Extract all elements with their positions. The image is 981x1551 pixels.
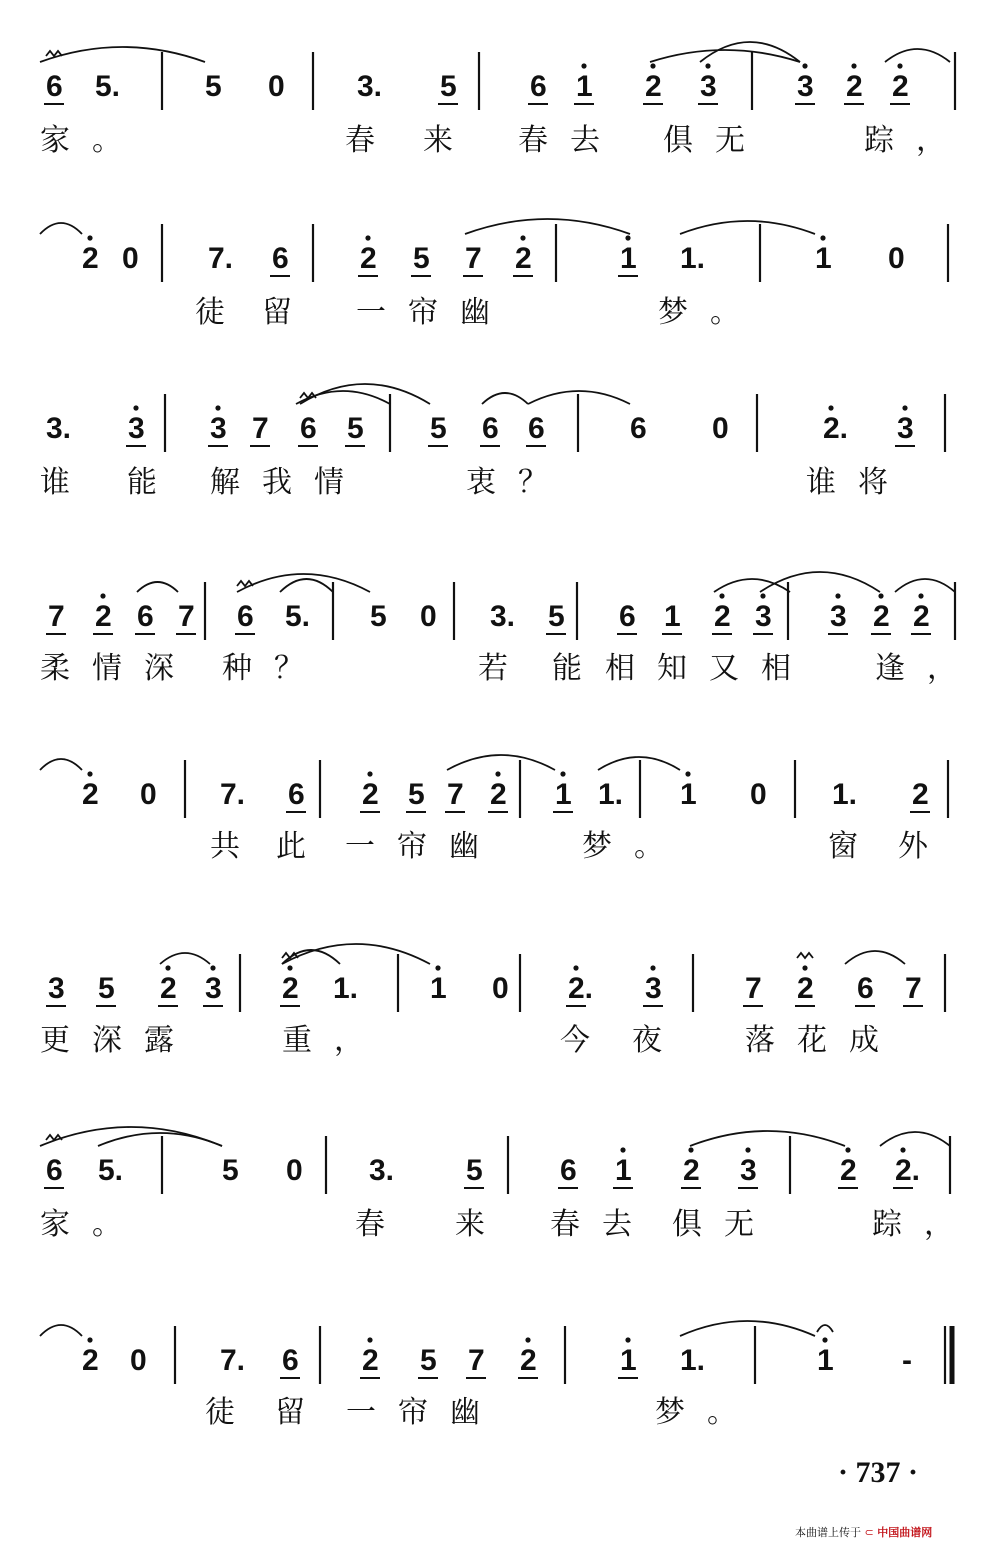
octave-dot (851, 63, 856, 68)
lyric: 外 (898, 829, 950, 864)
lyric: 逢， (875, 651, 979, 686)
note: 0 (420, 600, 437, 633)
note: 0 (492, 972, 509, 1005)
note: 3 (830, 600, 847, 633)
lyric: 一帘幽 (356, 295, 512, 330)
octave-dot (802, 63, 807, 68)
lyric: 留 (262, 295, 314, 330)
lyric: 来 (455, 1207, 507, 1242)
note: 5 (408, 778, 425, 811)
note: 6 (288, 778, 305, 811)
lyric: 留 (275, 1395, 327, 1430)
note: 6 (560, 1154, 577, 1187)
note: 5. (285, 600, 311, 633)
octave-dot (760, 593, 765, 598)
note: 0 (140, 778, 157, 811)
octave-dot (802, 965, 807, 970)
slur (137, 582, 178, 592)
note: 5 (98, 972, 115, 1005)
octave-dot (688, 1147, 693, 1152)
site-logo-icon: ⊂ (864, 1526, 874, 1539)
lyric: 春 (355, 1207, 407, 1242)
slur (280, 579, 333, 592)
note: 2 (645, 70, 662, 103)
lyric: 春去 (550, 1207, 654, 1242)
note: 2 (683, 1154, 700, 1187)
note: 5 (347, 412, 364, 445)
note: 2 (95, 600, 112, 633)
note: 7. (208, 242, 234, 275)
page-number: · 737 · (838, 1456, 919, 1489)
octave-dot (287, 965, 292, 970)
lyric: 柔情深 (40, 651, 196, 686)
note: 1 (555, 778, 572, 811)
slur (40, 223, 82, 234)
note: 1 (817, 1344, 834, 1377)
note: 2 (82, 778, 99, 811)
note: 2 (282, 972, 299, 1005)
note: 5 (205, 70, 222, 103)
note: 3 (48, 972, 65, 1005)
note: 6 (619, 600, 636, 633)
octave-dot (495, 771, 500, 776)
note: 7 (178, 600, 195, 633)
note: 2 (515, 242, 532, 275)
score-row (40, 572, 979, 686)
note: 5 (222, 1154, 239, 1187)
lyric: 踪， (864, 123, 968, 158)
note: 1 (430, 972, 447, 1005)
octave-dot (520, 235, 525, 240)
score-row (40, 755, 950, 864)
octave-dot (822, 1337, 827, 1342)
note: 3 (645, 972, 662, 1005)
note: 7 (447, 778, 464, 811)
note: 6 (300, 412, 317, 445)
lyric: 能 (127, 465, 179, 500)
lyric: 梦。 (658, 295, 762, 330)
note: 7 (468, 1344, 485, 1377)
lyric: 来 (423, 123, 475, 158)
slur (465, 219, 630, 234)
note: 6 (272, 242, 289, 275)
slur (680, 1321, 815, 1336)
note: 1 (664, 600, 681, 633)
note: 2 (873, 600, 890, 633)
note: 6 (857, 972, 874, 1005)
slur (760, 572, 880, 592)
note: 0 (130, 1344, 147, 1377)
lyric: 更深露 (40, 1023, 196, 1058)
note: 3 (740, 1154, 757, 1187)
note: 2 (520, 1344, 537, 1377)
lyric: 谁将 (806, 465, 910, 500)
lyric: 家。 (40, 1207, 144, 1242)
note: 2 (892, 70, 909, 103)
note: 7. (220, 1344, 246, 1377)
octave-dot (835, 593, 840, 598)
lyric: 种？ (222, 651, 326, 686)
lyric: 重， (282, 1023, 386, 1058)
score-row (40, 219, 948, 330)
note: 2. (568, 972, 594, 1005)
note: 2 (797, 972, 814, 1005)
lyric: 夜 (632, 1023, 684, 1058)
lyric: 俱无 (663, 123, 767, 158)
note: 1 (620, 242, 637, 275)
note: 3 (700, 70, 717, 103)
octave-dot (581, 63, 586, 68)
note: 6 (46, 70, 63, 103)
note: 7 (745, 972, 762, 1005)
note: 2. (895, 1154, 921, 1187)
octave-dot (745, 1147, 750, 1152)
octave-dot (625, 1337, 630, 1342)
note: 3 (128, 412, 145, 445)
note: 0 (888, 242, 905, 275)
lyric: 一帘幽 (345, 829, 501, 864)
note: 6 (630, 412, 647, 445)
octave-dot (705, 63, 710, 68)
lyric: 能 (552, 651, 604, 686)
lyric: 踪， (872, 1207, 976, 1242)
lyric: 梦。 (655, 1395, 759, 1430)
slur (895, 579, 955, 592)
octave-dot (820, 235, 825, 240)
slur (885, 49, 950, 62)
lyric: 相知又相 (605, 651, 813, 686)
note: 3. (369, 1154, 395, 1187)
slur (447, 755, 555, 770)
note: 0 (712, 412, 729, 445)
note: 7. (220, 778, 246, 811)
note: 5 (430, 412, 447, 445)
fermata-icon (817, 1325, 833, 1332)
score-row (40, 1127, 976, 1242)
lyric: 落花成 (745, 1023, 901, 1058)
lyric: 共 (210, 829, 262, 864)
note: 3. (46, 412, 72, 445)
note: 5. (98, 1154, 124, 1187)
note: 5 (420, 1344, 437, 1377)
note: 1 (815, 242, 832, 275)
note: 2 (714, 600, 731, 633)
lyric: 徒 (205, 1395, 257, 1430)
slur (845, 951, 905, 964)
note: 0 (286, 1154, 303, 1187)
upload-watermark (795, 1524, 932, 1540)
note: 6 (528, 412, 545, 445)
lyric: 解我情 (210, 465, 366, 500)
note: 3 (897, 412, 914, 445)
note: 0 (750, 778, 767, 811)
sustain-dash: - (902, 1344, 912, 1377)
octave-dot (435, 965, 440, 970)
note: 2 (360, 242, 377, 275)
slur (40, 1325, 82, 1336)
note: 7 (905, 972, 922, 1005)
note: 5 (466, 1154, 483, 1187)
note: 2 (82, 1344, 99, 1377)
octave-dot (878, 593, 883, 598)
slur (282, 944, 430, 964)
octave-dot (620, 1147, 625, 1152)
note: 6 (482, 412, 499, 445)
note: 0 (268, 70, 285, 103)
octave-dot (573, 965, 578, 970)
slur (40, 759, 82, 770)
octave-dot (367, 771, 372, 776)
lyric: 俱无 (672, 1207, 776, 1242)
octave-dot (900, 1147, 905, 1152)
lyric: 此 (276, 829, 328, 864)
lyric: 今 (560, 1023, 612, 1058)
octave-dot (365, 235, 370, 240)
note: 6 (282, 1344, 299, 1377)
note: 5 (440, 70, 457, 103)
note: 1. (680, 242, 706, 275)
note: 6 (137, 600, 154, 633)
note: 7 (465, 242, 482, 275)
octave-dot (902, 405, 907, 410)
octave-dot (525, 1337, 530, 1342)
octave-dot (625, 235, 630, 240)
note: 1. (680, 1344, 706, 1377)
note: 7 (48, 600, 65, 633)
note: 1. (333, 972, 359, 1005)
note: 3. (357, 70, 383, 103)
note: 1. (598, 778, 624, 811)
octave-dot (87, 235, 92, 240)
lyric: 衷？ (466, 465, 570, 500)
octave-dot (685, 771, 690, 776)
note: 3 (205, 972, 222, 1005)
octave-dot (897, 63, 902, 68)
lyric: 若 (478, 651, 530, 686)
octave-dot (918, 593, 923, 598)
note: 5 (413, 242, 430, 275)
slur (296, 391, 390, 404)
octave-dot (133, 405, 138, 410)
note: 0 (122, 242, 139, 275)
note: 3 (797, 70, 814, 103)
octave-dot (87, 771, 92, 776)
lyric: 梦。 (582, 829, 686, 864)
lyric: 春 (345, 123, 397, 158)
lyric: 一帘幽 (346, 1395, 502, 1430)
octave-dot (828, 405, 833, 410)
score-row (40, 384, 945, 500)
note: 3. (490, 600, 516, 633)
note: 3 (755, 600, 772, 633)
note: 2 (82, 242, 99, 275)
note: 2 (362, 1344, 379, 1377)
note: 3 (210, 412, 227, 445)
note: 2 (913, 600, 930, 633)
octave-dot (215, 405, 220, 410)
score-row (40, 944, 945, 1058)
note: 6 (237, 600, 254, 633)
octave-dot (100, 593, 105, 598)
score-row (40, 42, 968, 158)
octave-dot (165, 965, 170, 970)
octave-dot (367, 1337, 372, 1342)
note: 1 (615, 1154, 632, 1187)
note: 5. (95, 70, 121, 103)
note: 2. (823, 412, 849, 445)
slur (160, 953, 210, 964)
note: 7 (252, 412, 269, 445)
slur (482, 393, 528, 404)
note: 6 (46, 1154, 63, 1187)
octave-dot (210, 965, 215, 970)
octave-dot (650, 63, 655, 68)
slur (237, 574, 370, 592)
slur (690, 1131, 845, 1146)
note: 2 (846, 70, 863, 103)
octave-dot (650, 965, 655, 970)
note: 2 (490, 778, 507, 811)
slur (40, 47, 205, 62)
octave-dot (560, 771, 565, 776)
note: 1. (832, 778, 858, 811)
note: 5 (370, 600, 387, 633)
note: 5 (548, 600, 565, 633)
slur (680, 221, 815, 234)
slur (650, 50, 800, 62)
slur (98, 1133, 222, 1146)
lyric: 徒 (195, 295, 247, 330)
octave-dot (845, 1147, 850, 1152)
trill-icon (797, 953, 813, 958)
note: 2 (362, 778, 379, 811)
lyric: 家。 (40, 123, 144, 158)
site-name: 中国曲谱网 (877, 1526, 933, 1539)
note: 2 (912, 778, 929, 811)
score-row (40, 1321, 952, 1430)
note: 2 (840, 1154, 857, 1187)
note: 1 (680, 778, 697, 811)
note: 1 (576, 70, 593, 103)
octave-dot (87, 1337, 92, 1342)
note: 6 (530, 70, 547, 103)
note: 2 (160, 972, 177, 1005)
slur (880, 1132, 950, 1146)
note: 1 (620, 1344, 637, 1377)
upload-note: 本曲谱上传于 (795, 1526, 861, 1539)
lyric: 窗 (828, 829, 880, 864)
lyric: 春去 (518, 123, 622, 158)
lyric: 谁 (40, 465, 92, 500)
octave-dot (719, 593, 724, 598)
